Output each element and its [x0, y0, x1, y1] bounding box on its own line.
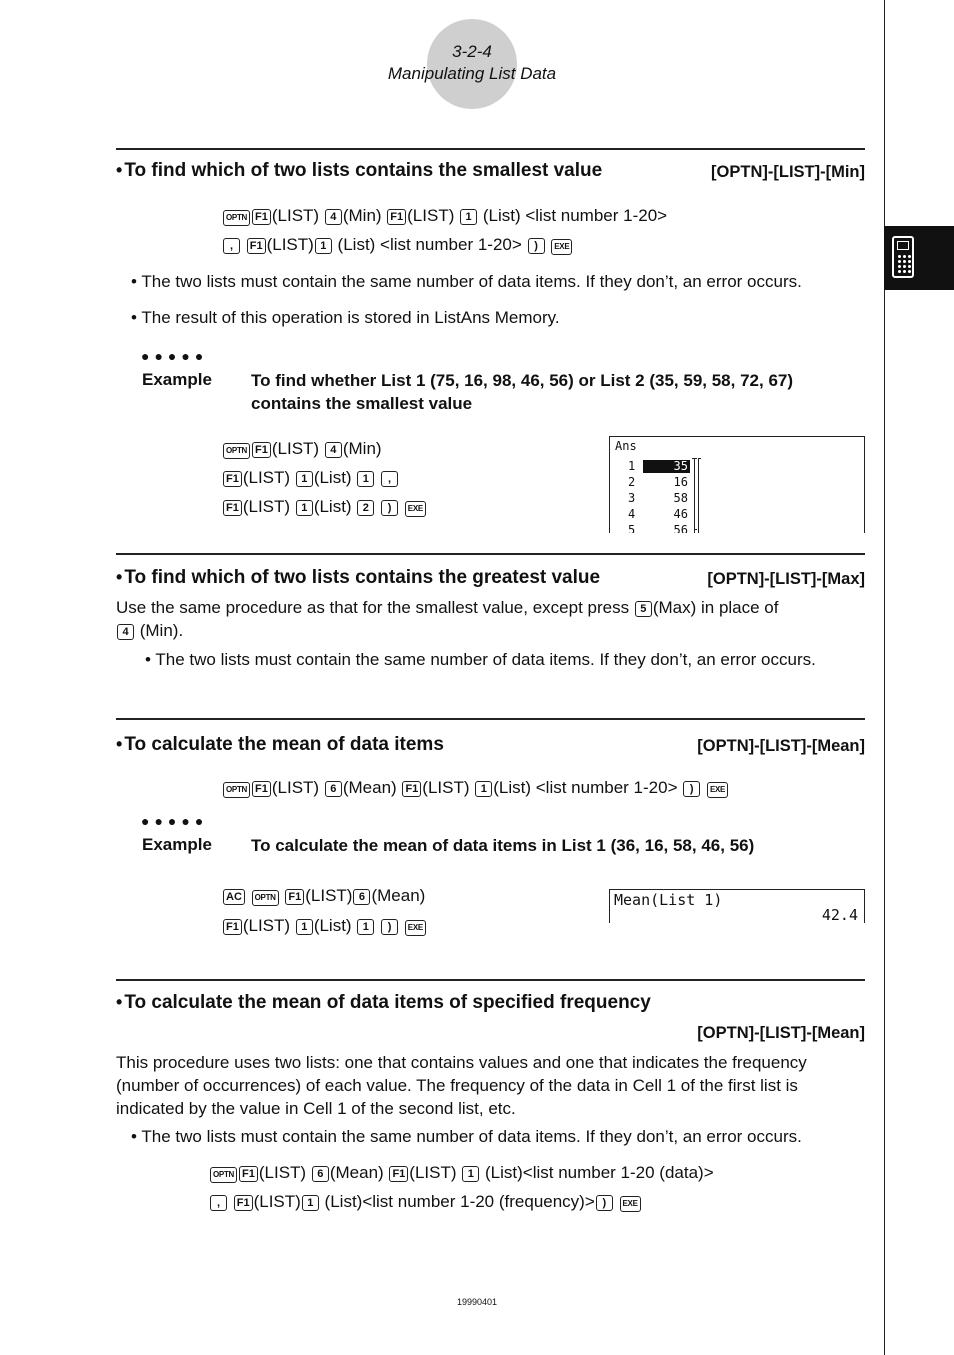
menu-path-mean: [OPTN]-[LIST]-[Mean] [697, 737, 865, 755]
key-1: 1 [296, 919, 313, 935]
description-line: Use the same procedure as that for the smallest value, except press 5 (Max) in place of [116, 598, 779, 617]
section-divider [116, 718, 865, 720]
key-f1: F1 [387, 209, 406, 225]
key-f1: F1 [223, 471, 242, 487]
key-1: 1 [462, 1166, 479, 1182]
key-f1: F1 [223, 500, 242, 516]
key-f1: F1 [252, 209, 271, 225]
key-close-paren: ) [596, 1195, 613, 1211]
key-4: 4 [117, 624, 134, 640]
section-divider [116, 553, 865, 555]
key-1: 1 [357, 471, 374, 487]
key-close-paren: ) [381, 500, 398, 516]
key-optn: OPTN [252, 890, 279, 906]
key-6: 6 [312, 1166, 329, 1182]
key-exe: EXE [405, 501, 426, 517]
key-close-paren: ) [683, 781, 700, 797]
menu-path-mean-frequency: [OPTN]-[LIST]-[Mean] [697, 1024, 865, 1042]
selected-cell: 35 [643, 460, 690, 473]
list-row: 1 35 [628, 459, 688, 473]
key-f1: F1 [389, 1166, 408, 1182]
keystroke-line: OPTN F1 (LIST) 6 (Mean) F1 (LIST) 1 (List)<list number 1-20 (data)> [209, 1163, 714, 1183]
key-f1: F1 [223, 919, 242, 935]
section-title-mean-frequency: • To calculate the mean of data items of specified frequency [116, 992, 651, 1013]
footer-code: 19990401 [456, 1297, 498, 1307]
note-bullet: • The two lists must contain the same number of data items. If they don’t, an error occurs. [131, 272, 802, 291]
key-f1: F1 [247, 238, 266, 254]
key-f1: F1 [285, 889, 304, 905]
key-optn: OPTN [223, 782, 250, 798]
page-title: Manipulating List Data [387, 64, 557, 83]
key-f1: F1 [234, 1195, 253, 1211]
key-exe: EXE [551, 239, 572, 255]
key-comma: , [223, 238, 240, 254]
key-1: 1 [302, 1195, 319, 1211]
description-line: 4 (Min). [116, 621, 183, 641]
key-6: 6 [353, 889, 370, 905]
key-exe: EXE [405, 920, 426, 936]
key-comma: , [210, 1195, 227, 1211]
menu-path-min: [OPTN]-[LIST]-[Min] [711, 163, 865, 181]
example-text: To find whether List 1 (75, 16, 98, 46, 56) or List 2 (35, 59, 58, 72, 67) contains the smallest value [251, 371, 794, 413]
key-f1: F1 [239, 1166, 258, 1182]
key-1: 1 [475, 781, 492, 797]
example-label: Example [142, 370, 212, 389]
key-optn: OPTN [223, 443, 250, 459]
example-label: Example [142, 835, 212, 854]
example-dots: ●●●●● [141, 348, 209, 364]
key-1: 1 [460, 209, 477, 225]
key-f1: F1 [252, 781, 271, 797]
example-keys-line: F1 (LIST) 1 (List) 2 ) EXE [222, 497, 427, 517]
example-keys-line: F1 (LIST) 1 (List) 1 ) EXE [222, 916, 427, 936]
keystroke-line: , F1 (LIST) 1 (List) <list number 1-20> ) EXE [222, 235, 573, 255]
key-ac: AC [223, 889, 245, 905]
note-bullet: • The two lists must contain the same number of data items. If they don’t, an error occurs. [131, 1127, 802, 1146]
key-1: 1 [315, 238, 332, 254]
key-5: 5 [635, 601, 652, 617]
list-rows [610, 458, 710, 533]
key-4: 4 [325, 209, 342, 225]
right-margin-rule [884, 0, 885, 1355]
example-keys-line: AC OPTN F1 (LIST) 6 (Mean) [222, 886, 425, 906]
example-keys-line: F1 (LIST) 1 (List) 1 , [222, 468, 399, 488]
key-exe: EXE [707, 782, 728, 798]
calculator-icon [892, 236, 914, 278]
key-4: 4 [325, 442, 342, 458]
section-title-greatest: • To find which of two lists contains the greatest value [116, 567, 601, 588]
section-divider [116, 148, 865, 150]
key-close-paren: ) [381, 919, 398, 935]
list-row: 2 16 [628, 475, 688, 489]
section-number: 3-2-4 [452, 42, 492, 61]
key-close-paren: ) [528, 238, 545, 254]
key-f1: F1 [402, 781, 421, 797]
section-title-mean: • To calculate the mean of data items [116, 734, 444, 755]
list-row: 4 46 [628, 507, 688, 521]
screen-result: 42.4 [821, 906, 858, 923]
key-2: 2 [357, 500, 374, 516]
key-comma: , [381, 471, 398, 487]
chapter-tab [884, 226, 954, 290]
example-keys-line: OPTN F1 (LIST) 4 (Min) [222, 439, 382, 459]
example-text: To calculate the mean of data items in List 1 (36, 16, 58, 46, 56) [251, 836, 755, 855]
note-bullet: • The result of this operation is stored in ListAns Memory. [131, 308, 560, 327]
section-title-smallest: • To find which of two lists contains the smallest value [116, 160, 603, 181]
key-optn: OPTN [210, 1167, 237, 1183]
description-paragraph: This procedure uses two lists: one that contains values and one that indicates the frequency (number of occurrences) of each value. The frequency of the data in Cell 1 of the first list is indicated by the value in Cell 1 of the second list, etc. [116, 1053, 807, 1118]
screen-header: Ans [615, 439, 637, 453]
note-bullet: • The two lists must contain the same number of data items. If they don’t, an error occurs. [145, 650, 816, 669]
key-exe: EXE [620, 1196, 641, 1212]
keystroke-line: OPTN F1 (LIST) 6 (Mean) F1 (LIST) 1 (List) <list number 1-20> ) EXE [222, 778, 729, 798]
calculator-screen-mean [609, 889, 865, 923]
key-1: 1 [357, 919, 374, 935]
example-dots: ●●●●● [141, 813, 209, 829]
key-1: 1 [296, 471, 313, 487]
key-1: 1 [296, 500, 313, 516]
list-row: 5 56 [628, 523, 688, 533]
menu-path-max: [OPTN]-[LIST]-[Max] [707, 570, 865, 588]
key-optn: OPTN [223, 210, 250, 226]
screen-expression: Mean(List 1) [614, 891, 723, 909]
keystroke-line: , F1 (LIST) 1 (List)<list number 1-20 (frequency)> ) EXE [209, 1192, 642, 1212]
list-row: 3 58 [628, 491, 688, 505]
section-divider [116, 979, 865, 981]
keystroke-line: OPTN F1 (LIST) 4 (Min) F1 (LIST) 1 (List) <list number 1-20> [222, 206, 667, 226]
key-f1: F1 [252, 442, 271, 458]
key-6: 6 [325, 781, 342, 797]
calculator-screen-listans [609, 436, 865, 533]
